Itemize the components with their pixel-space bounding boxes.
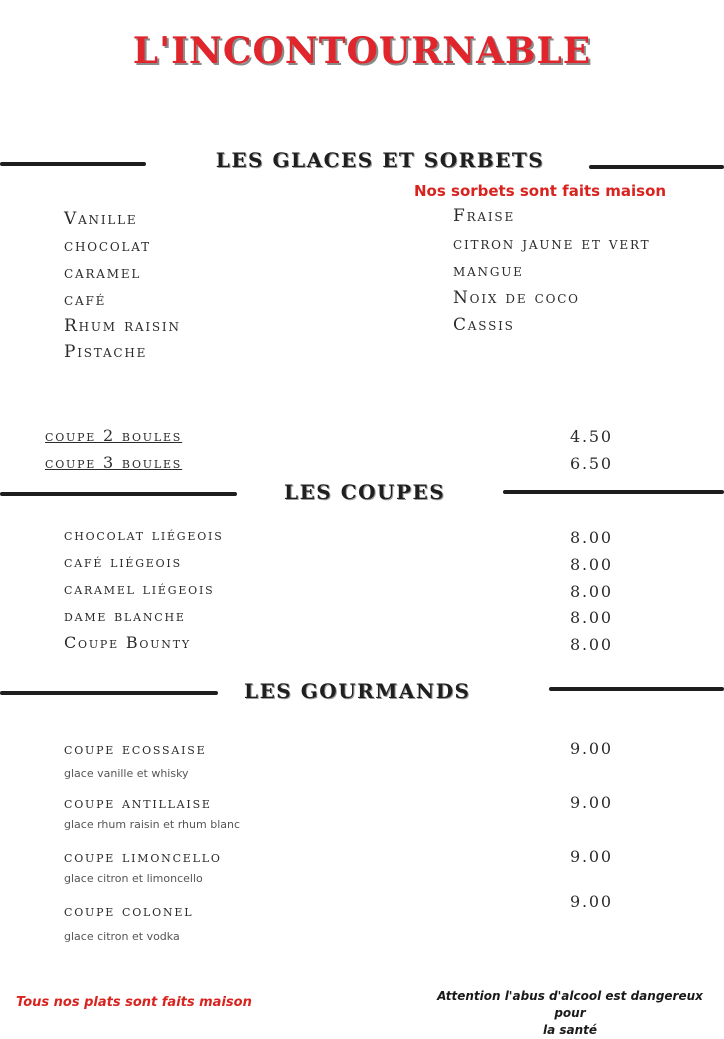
menu-item-price: 8.00 xyxy=(570,528,613,547)
portion-label: coupe 2 boules xyxy=(45,426,183,445)
menu-item-price: 8.00 xyxy=(570,635,613,654)
sorbet-item: Cassis xyxy=(453,315,515,335)
menu-item-name: chocolat liégeois xyxy=(64,525,224,544)
menu-item-name: café liégeois xyxy=(64,552,182,571)
section-heading-coupes: LES COUPES xyxy=(284,480,446,504)
flavor-item: Pistache xyxy=(64,342,148,362)
section-heading-glaces: LES GLACES ET SORBETS xyxy=(215,148,545,172)
menu-item-name: coupe colonel xyxy=(64,901,194,920)
divider xyxy=(589,165,724,169)
menu-item-name: caramel liégeois xyxy=(64,579,215,598)
menu-item-name: coupe antillaise xyxy=(64,793,212,812)
footer-homemade-note: Tous nos plats sont faits maison xyxy=(16,995,252,1010)
menu-item-name: coupe ecossaise xyxy=(64,739,207,758)
menu-item-price: 8.00 xyxy=(570,582,613,601)
menu-item-price: 9.00 xyxy=(570,847,613,866)
divider xyxy=(503,490,724,494)
menu-item-description: glace rhum raisin et rhum blanc xyxy=(64,818,241,831)
sorbet-item: mangue xyxy=(453,261,524,281)
sorbet-item: Fraise xyxy=(453,206,516,226)
sorbet-item: citron jaune et vert xyxy=(453,234,651,254)
divider xyxy=(0,691,218,695)
sorbet-item: Noix de coco xyxy=(453,288,580,308)
menu-item-price: 8.00 xyxy=(570,555,613,574)
footer-warning-line: la santé xyxy=(542,1023,598,1037)
portion-price: 6.50 xyxy=(570,454,613,473)
flavor-item: chocolat xyxy=(64,236,151,256)
menu-item-description: glace citron et vodka xyxy=(64,930,180,943)
menu-item-price: 9.00 xyxy=(570,739,613,758)
divider xyxy=(0,492,237,496)
section-heading-gourmands: LES GOURMANDS xyxy=(244,679,471,703)
menu-item-price: 8.00 xyxy=(570,608,613,627)
menu-item-description: glace citron et limoncello xyxy=(64,872,203,885)
flavor-item: Rhum raisin xyxy=(64,316,181,336)
flavor-item: caramel xyxy=(64,263,142,283)
menu-item-name: dame blanche xyxy=(64,606,186,625)
menu-item-price: 9.00 xyxy=(570,793,613,812)
restaurant-title: L'INCONTOURNABLE xyxy=(132,30,592,72)
flavor-item: café xyxy=(64,290,107,310)
menu-item-description: glace vanille et whisky xyxy=(64,767,189,780)
flavor-item: Vanille xyxy=(64,209,138,229)
portion-price: 4.50 xyxy=(570,427,613,446)
menu-item-name: Coupe Bounty xyxy=(64,633,191,652)
footer-warning-line: Attention l'abus d'alcool est dangereux pour xyxy=(437,989,703,1020)
sorbets-note: Nos sorbets sont faits maison xyxy=(414,182,667,200)
menu-item-name: coupe limoncello xyxy=(64,847,222,866)
portion-label: coupe 3 boules xyxy=(45,453,183,472)
footer-alcohol-warning xyxy=(420,988,720,1039)
menu-item-price: 9.00 xyxy=(570,892,613,911)
divider xyxy=(549,687,724,691)
